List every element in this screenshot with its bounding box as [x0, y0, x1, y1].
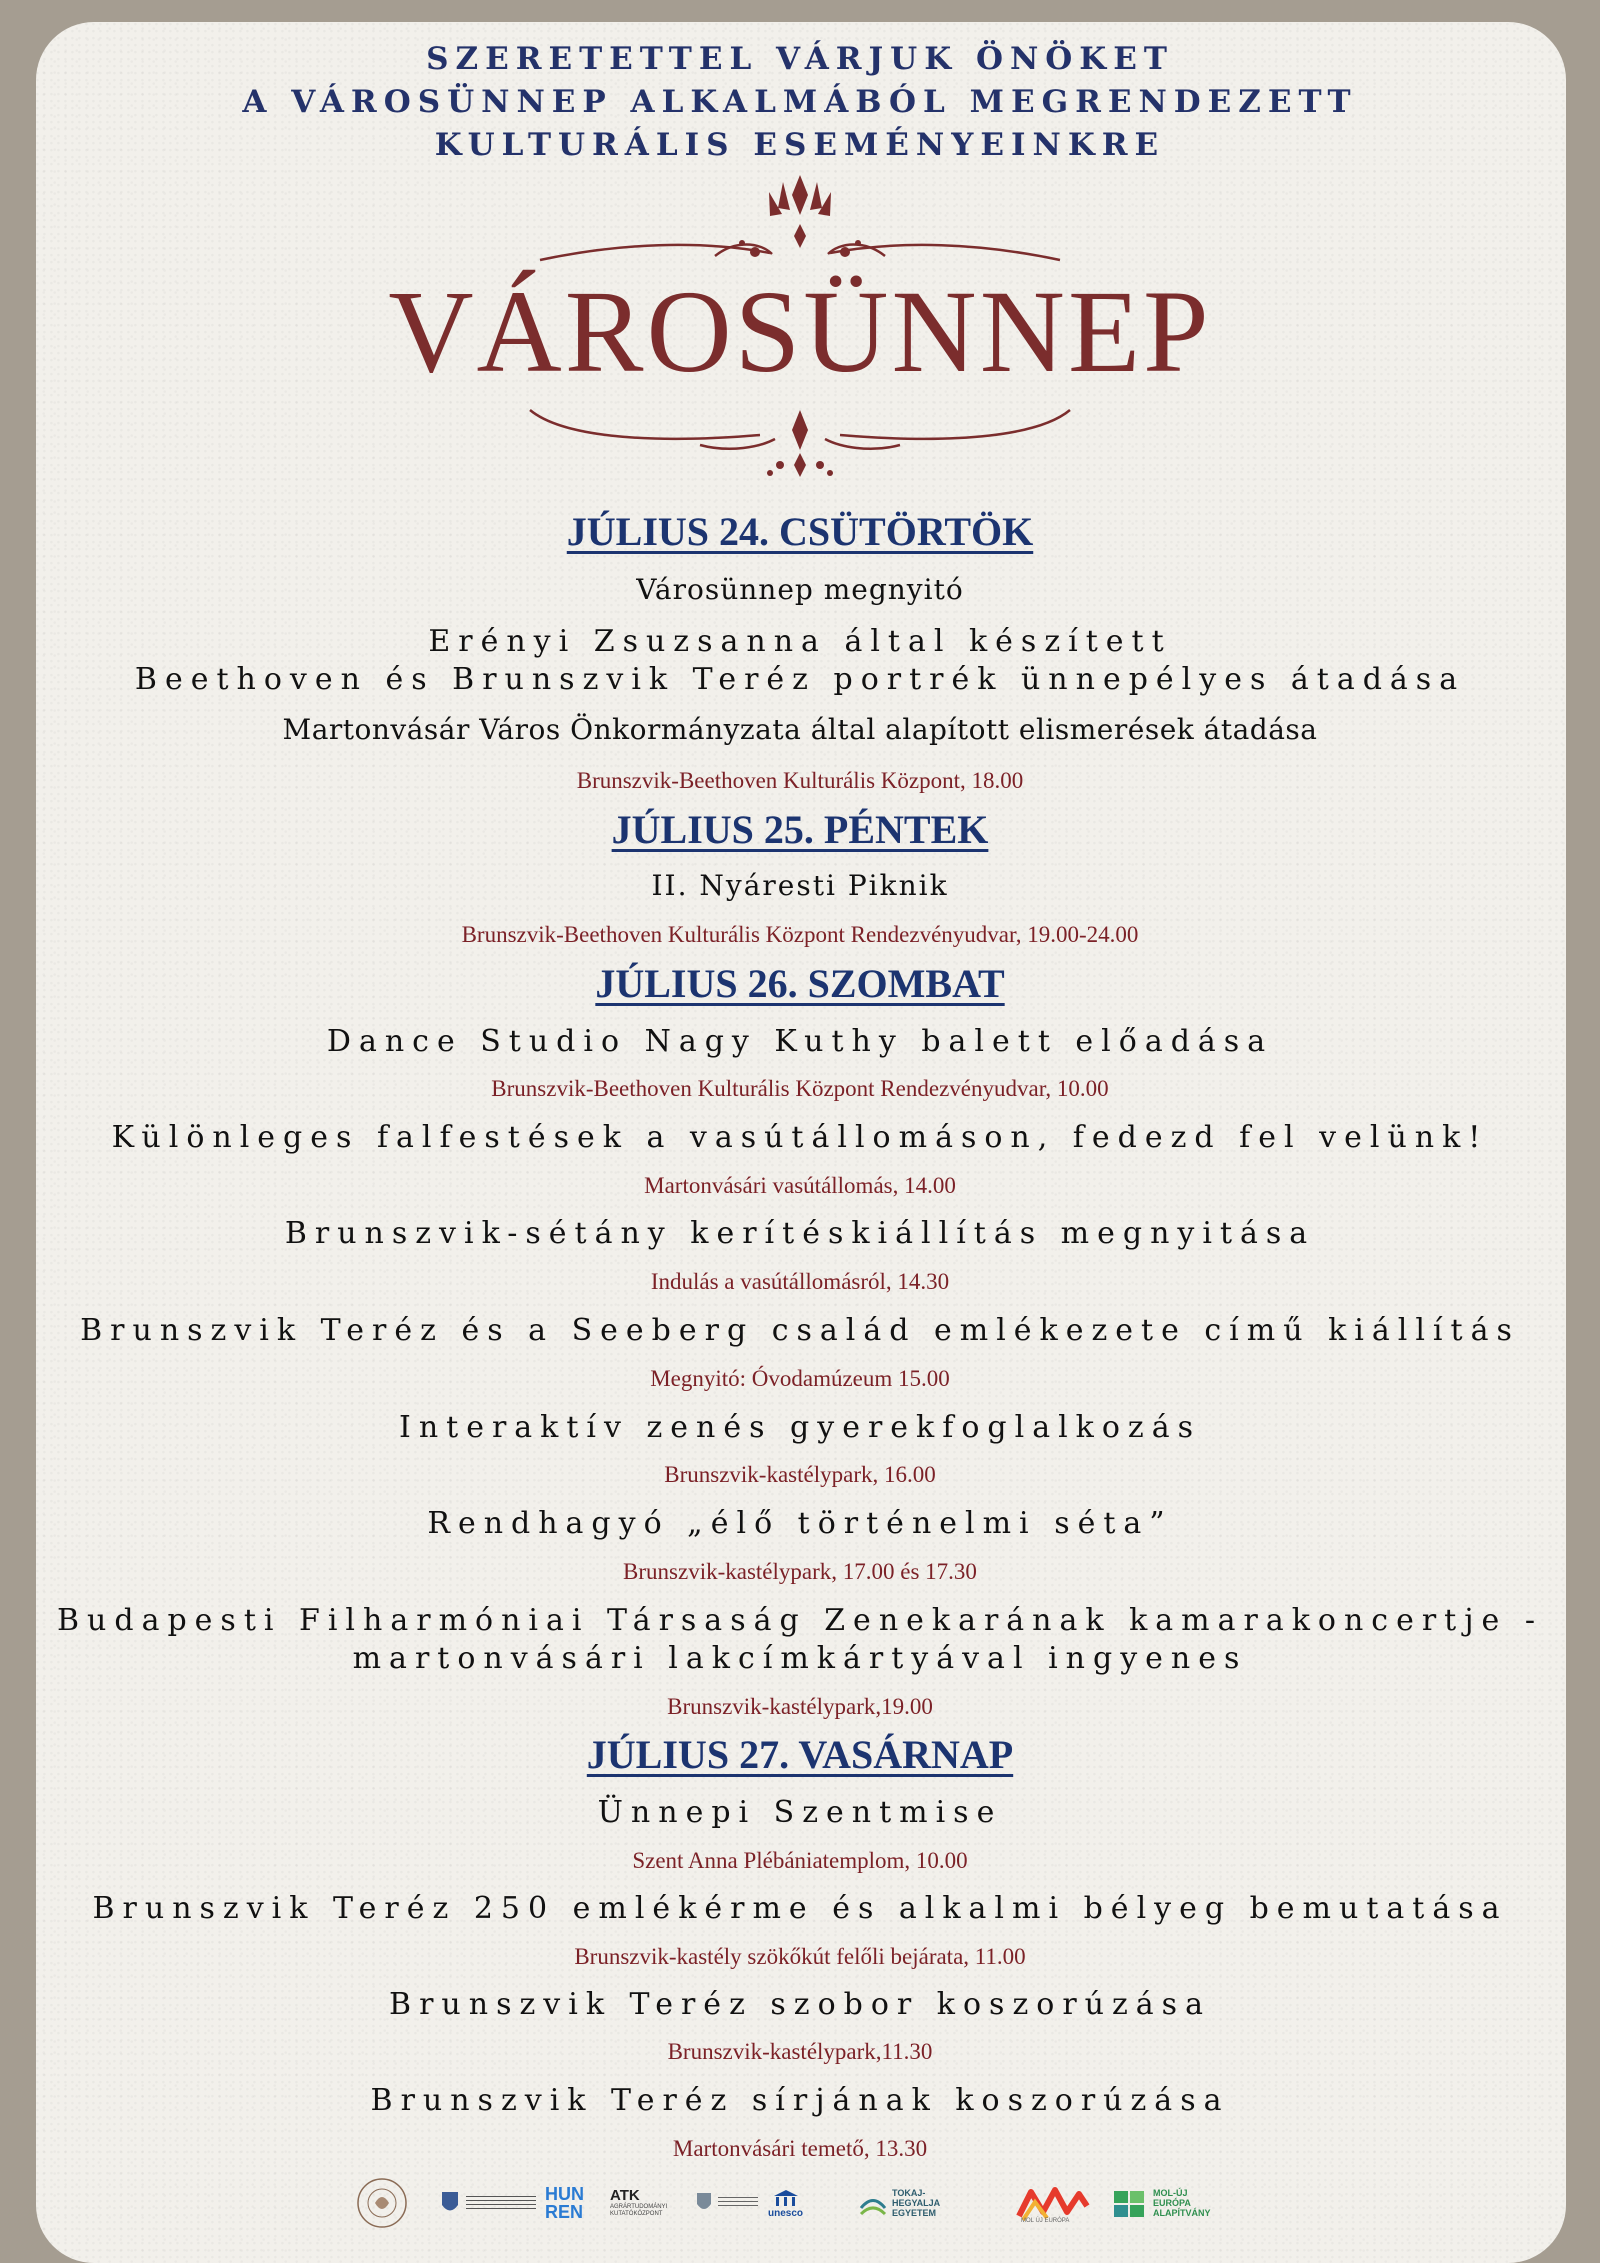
- place-mass: Szent Anna Plébániatemplom, 10.00: [632, 1848, 968, 1873]
- top-ornament: [0, 170, 1600, 270]
- unesco-temple-icon: [771, 2188, 801, 2208]
- event-chamber-concert-note: martonvásári lakcímkártyával ingyenes: [352, 1641, 1248, 1676]
- martonvasar-crest-logo: [440, 2168, 536, 2238]
- event-history-walk: Rendhagyó „élő történelmi séta”: [427, 1506, 1173, 1541]
- day-heading-jul27: JÚLIUS 27. VASÁRNAP: [586, 1732, 1014, 1777]
- intro-text: [0, 38, 1600, 167]
- place-statue-wreath: Brunszvik-kastélypark,11.30: [667, 2039, 933, 2064]
- bottom-ornament: [0, 395, 1600, 485]
- event-seeberg-exhibit: Brunszvik Teréz és a Seeberg család emlékezete című kiállítás: [80, 1313, 1520, 1348]
- intro-line-1: SZERETETTEL VÁRJUK ÖNÖKET: [426, 41, 1174, 77]
- place-medal-stamp: Brunszvik-kastély szökőkút felőli bejárata, 11.00: [574, 1944, 1026, 1969]
- intro-line-2: A VÁROSÜNNEP ALKALMÁBÓL MEGRENDEZETT: [242, 84, 1358, 120]
- event-kids-music: Interaktív zenés gyerekfoglalkozás: [398, 1410, 1202, 1445]
- event-fence-exhibit: Brunszvik-sétány kerítéskiállítás megnyitása: [284, 1216, 1316, 1251]
- place-jul25: Brunszvik-Beethoven Kulturális Központ Rendezvényudvar, 19.00-24.00: [461, 922, 1139, 947]
- brunszvik-seal-logo: [355, 2168, 409, 2238]
- place-murals: Martonvásári vasútállomás, 14.00: [644, 1173, 956, 1198]
- place-grave-wreath: Martonvásári temető, 13.30: [672, 2136, 928, 2161]
- unesco-logo: unesco: [768, 2168, 803, 2238]
- day-heading-jul26: JÚLIUS 26. SZOMBAT: [595, 961, 1005, 1006]
- event-statue-wreath: Brunszvik Teréz szobor koszorúzása: [389, 1987, 1211, 2022]
- ministry-crest-logo: [695, 2168, 758, 2238]
- day-heading-jul24: JÚLIUS 24. CSÜTÖRTÖK: [566, 509, 1034, 554]
- day-heading-jul25: JÚLIUS 25. PÉNTEK: [611, 807, 989, 852]
- mol-wave-logo: MOL ÚJ EURÓPA: [1015, 2168, 1091, 2238]
- event-portrait-1: Erényi Zsuzsanna által készített: [428, 624, 1172, 659]
- place-chamber-concert: Brunszvik-kastélypark,19.00: [667, 1694, 933, 1719]
- event-ballet: Dance Studio Nagy Kuthy balett előadása: [326, 1024, 1274, 1059]
- place-kids-music: Brunszvik-kastélypark, 16.00: [664, 1462, 936, 1487]
- hunren-logo: HUN REN: [545, 2184, 584, 2222]
- place-fence-exhibit: Indulás a vasútállomásról, 14.30: [650, 1269, 950, 1294]
- mol-uj-europa-logo: MOL-ÚJ EURÓPA ALAPÍTVÁNY: [1112, 2168, 1223, 2238]
- place-history-walk: Brunszvik-kastélypark, 17.00 és 17.30: [623, 1559, 977, 1584]
- event-chamber-concert: Budapesti Filharmóniai Társaság Zenekarának kamarakoncertje -: [57, 1603, 1543, 1638]
- event-mass: Ünnepi Szentmise: [597, 1795, 1003, 1830]
- tokaj-university-logo: TOKAJ-HEGYALJA EGYETEM: [858, 2168, 952, 2238]
- place-seeberg-exhibit: Megnyitó: Óvodamúzeum 15.00: [650, 1366, 950, 1391]
- event-grave-wreath: Brunszvik Teréz sírjának koszorúzása: [370, 2083, 1230, 2118]
- event-portrait-2: Beethoven és Brunszvik Teréz portrék ünnepélyes átadása: [134, 662, 1466, 697]
- event-medal-stamp: Brunszvik Teréz 250 emlékérme és alkalmi bélyeg bemutatása: [92, 1891, 1508, 1926]
- event-opening: Városünnep megnyitó: [636, 573, 964, 606]
- event-awards: Martonvásár Város Önkormányzata által alapított elismerések átadása: [282, 713, 1318, 746]
- intro-line-3: KULTURÁLIS ESEMÉNYEINKRE: [434, 127, 1166, 163]
- event-murals: Különleges falfestések a vasútállomáson, fedezd fel velünk!: [111, 1120, 1489, 1155]
- place-jul24: Brunszvik-Beethoven Kulturális Központ, 18.00: [576, 768, 1024, 793]
- sponsor-logos: [0, 2168, 1600, 2238]
- atk-logo: ATK AGRÁRTUDOMÁNYI KUTATÓKÖZPONT: [610, 2187, 668, 2217]
- event-picnic: II. Nyáresti Piknik: [651, 869, 949, 902]
- main-title: VÁROSÜNNEP: [388, 266, 1212, 397]
- place-ballet: Brunszvik-Beethoven Kulturális Központ Rendezvényudvar, 10.00: [491, 1076, 1109, 1101]
